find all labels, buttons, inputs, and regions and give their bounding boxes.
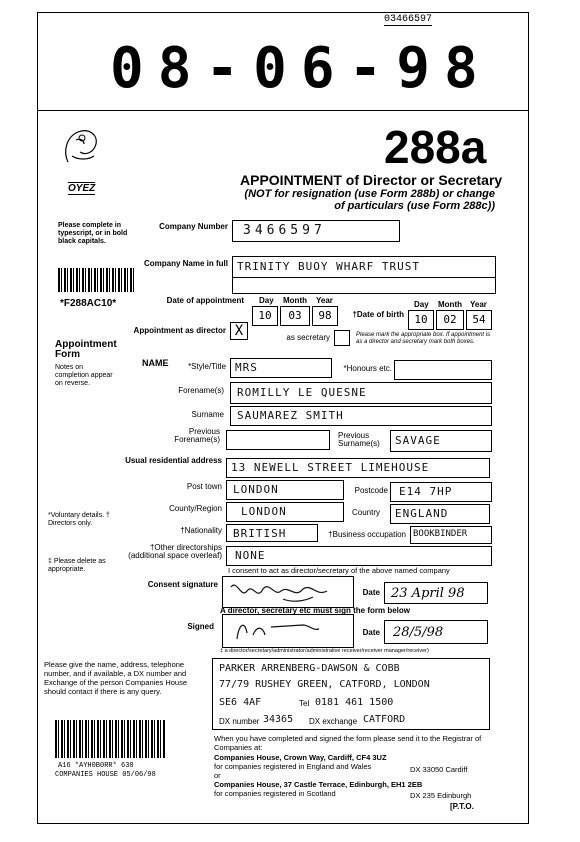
- honours-label: *Honours etc.: [343, 364, 392, 373]
- company-name-value: TRINITY BUOY WHARF TRUST: [237, 260, 420, 273]
- presenter-line-2: 77/79 RUSHEY GREEN, CATFORD, LONDON: [219, 679, 430, 690]
- bottom-barcode: [55, 720, 165, 758]
- dx-number-value: 34365: [263, 714, 294, 725]
- form-subtitle: [235, 188, 495, 212]
- cardiff-address: Companies House, Crown Way, Cardiff, CF4 3UZ: [214, 753, 387, 762]
- company-number-field[interactable]: [232, 220, 400, 242]
- dob-day-label: Day: [414, 300, 429, 309]
- tel-value: 0181 461 1500: [315, 697, 394, 708]
- forenames-value: ROMILLY LE QUESNE: [237, 386, 367, 399]
- edinburgh-dx: DX 235 Edinburgh: [410, 791, 472, 800]
- subtitle-line-2: of particulars (use Form 288c)): [334, 200, 495, 212]
- appt-year-label: Year: [316, 296, 333, 305]
- style-title-field[interactable]: [230, 358, 332, 378]
- dob-day-field[interactable]: 10: [408, 310, 434, 330]
- date-of-appointment-label: Date of appointment: [166, 296, 244, 305]
- tel-label: Tel: [299, 699, 310, 708]
- section-note: Notes on completion appear on reverse.: [55, 364, 113, 387]
- presenter-details-box[interactable]: [212, 658, 490, 730]
- county-label: County/Region: [169, 504, 222, 513]
- occupation-value: BOOKBINDER: [413, 529, 468, 539]
- nationality-label: †Nationality: [180, 526, 222, 535]
- postcode-field[interactable]: [390, 482, 492, 502]
- county-field[interactable]: [226, 502, 344, 522]
- bottom-barcode-line: COMPANIES HOUSE 05/06/98: [55, 771, 156, 779]
- voluntary-note: *Voluntary details. † Directors only.: [48, 512, 110, 527]
- surname-field[interactable]: [230, 406, 492, 426]
- consent-date-value: 23 April 98: [391, 586, 465, 601]
- presenter-note: Please give the name, address, telephone number, and if available, a DX number and Exchange of the person Companies House should contact if there is any query.: [44, 660, 188, 696]
- role-note: ‡ a director/secretary/administrator/administrative receiver/receiver manager/receiver): [220, 648, 429, 654]
- appt-year-field[interactable]: 98: [312, 306, 338, 326]
- appt-day-field[interactable]: 10: [252, 306, 278, 326]
- oyez-logo-text: OYEZ: [68, 183, 96, 194]
- director-must-sign: A director, secretary etc must sign the form below: [220, 606, 410, 615]
- oyez-logo-icon: [58, 122, 108, 170]
- as-director-checkbox[interactable]: X: [230, 322, 248, 340]
- consent-signature-icon: [223, 577, 353, 607]
- form-title: APPOINTMENT of Director or Secretary: [240, 172, 503, 188]
- cardiff-note: for companies registered in England and Wales: [214, 762, 372, 771]
- bottom-barcode-code: A16 *AYH0B0RR* 630: [58, 762, 134, 770]
- received-date-stamp: 08-06-98: [110, 36, 492, 101]
- top-reference-number: 03466597: [384, 14, 433, 25]
- previous-surname-field[interactable]: [390, 430, 492, 452]
- form-number: 288a: [384, 121, 487, 173]
- section-title: Appointment Form: [55, 339, 117, 360]
- appt-month-field[interactable]: 03: [280, 306, 310, 326]
- name-heading: NAME: [142, 358, 169, 368]
- signed-date-label: Date: [362, 628, 380, 637]
- country-field[interactable]: [390, 504, 490, 524]
- company-number-label: Company Number: [159, 222, 228, 231]
- as-secretary-checkbox[interactable]: [334, 330, 350, 346]
- address-field[interactable]: [226, 458, 490, 478]
- postcode-label: Postcode: [354, 486, 388, 495]
- or-text: or: [214, 771, 221, 780]
- previous-forenames-field[interactable]: [226, 430, 330, 450]
- residential-address-label: Usual residential address: [125, 456, 222, 465]
- dx-number-label: DX number: [219, 717, 260, 726]
- address-value: 13 NEWELL STREET LIMEHOUSE: [231, 461, 430, 474]
- delete-note: ‡ Please delete as appropriate.: [48, 558, 106, 573]
- surname-label: Surname: [191, 410, 224, 419]
- as-secretary-label: as secretary: [286, 333, 330, 342]
- dob-month-field[interactable]: 02: [436, 310, 464, 330]
- forenames-label: Forename(s): [178, 386, 224, 395]
- consent-date-field[interactable]: [384, 582, 488, 604]
- consent-date-label: Date: [362, 588, 380, 597]
- appt-day-label: Day: [259, 296, 274, 305]
- header-divider: [37, 110, 529, 111]
- signature-icon: [223, 615, 353, 647]
- dob-year-field[interactable]: 54: [466, 310, 492, 330]
- style-title-value: MRS: [235, 361, 258, 374]
- company-name-field[interactable]: [232, 256, 496, 278]
- consent-signature-label: Consent signature: [147, 580, 218, 589]
- dx-exchange-value: CATFORD: [363, 714, 406, 725]
- post-town-value: LONDON: [233, 483, 279, 496]
- country-value: ENGLAND: [395, 507, 449, 520]
- subtitle-line-1: (NOT for resignation (use Form 288b) or change: [244, 188, 495, 200]
- nationality-field[interactable]: [226, 524, 318, 542]
- mark-note: Please mark the appropriate box. If appointment is as a director and secretary mark both boxes.: [356, 332, 491, 345]
- signed-label: Signed: [187, 622, 214, 631]
- postcode-value: E14 7HP: [399, 485, 453, 498]
- presenter-line-3: SE6 4AF: [219, 697, 262, 708]
- company-name-field-line-2[interactable]: [232, 278, 496, 294]
- occupation-label: †Business occupation: [328, 530, 406, 539]
- signed-date-value: 28/5/98: [393, 625, 444, 640]
- previous-surname-label: Previous Surname(s): [338, 431, 380, 448]
- country-label: Country: [351, 508, 380, 517]
- signed-date-field[interactable]: [384, 620, 488, 644]
- edinburgh-note: for companies registered in Scotland: [214, 789, 336, 798]
- signed-signature-field[interactable]: [222, 614, 354, 648]
- form-barcode: [58, 268, 134, 292]
- cardiff-dx: DX 33050 Cardiff: [410, 765, 468, 774]
- as-director-label: Appointment as director: [133, 326, 226, 335]
- county-value: LONDON: [241, 505, 287, 518]
- honours-field[interactable]: [394, 360, 492, 380]
- date-of-birth-label: †Date of birth: [352, 310, 404, 319]
- send-note: When you have completed and signed the form please send it to the Registrar of Companies at:: [214, 734, 482, 752]
- forenames-field[interactable]: [230, 382, 492, 404]
- dx-exchange-label: DX exchange: [309, 717, 358, 726]
- other-directorships-label: †Other directorships (additional space overleaf): [128, 543, 222, 560]
- previous-forenames-label: Previous Forename(s): [174, 427, 220, 444]
- other-directorships-field[interactable]: [226, 546, 492, 566]
- consent-signature-field[interactable]: [222, 576, 354, 608]
- other-directorships-value: NONE: [235, 549, 266, 562]
- edinburgh-address: Companies House, 37 Castle Terrace, Edinburgh, EH1 2EB: [214, 780, 423, 789]
- post-town-field[interactable]: [226, 480, 344, 500]
- appt-month-label: Month: [283, 296, 307, 305]
- occupation-field[interactable]: [410, 526, 492, 544]
- company-name-label: Company Name in full: [143, 259, 228, 268]
- company-number-value: 3466597: [243, 223, 326, 238]
- dob-month-label: Month: [438, 300, 462, 309]
- presenter-line-1: PARKER ARRENBERG-DAWSON & COBB: [219, 663, 400, 674]
- nationality-value: BRITISH: [233, 527, 287, 540]
- style-title-label: *Style/Title: [188, 362, 226, 371]
- barcode-label: *F288AC10*: [60, 298, 117, 309]
- pto-text: [P.T.O.: [450, 802, 474, 811]
- typescript-note: Please complete in typescript, or in bold black capitals.: [58, 222, 128, 245]
- previous-surname-value: SAVAGE: [395, 434, 441, 447]
- post-town-label: Post town: [186, 482, 222, 491]
- dob-year-label: Year: [470, 300, 487, 309]
- consent-text: I consent to act as director/secretary of the above named company: [228, 566, 450, 575]
- surname-value: SAUMAREZ SMITH: [237, 409, 344, 422]
